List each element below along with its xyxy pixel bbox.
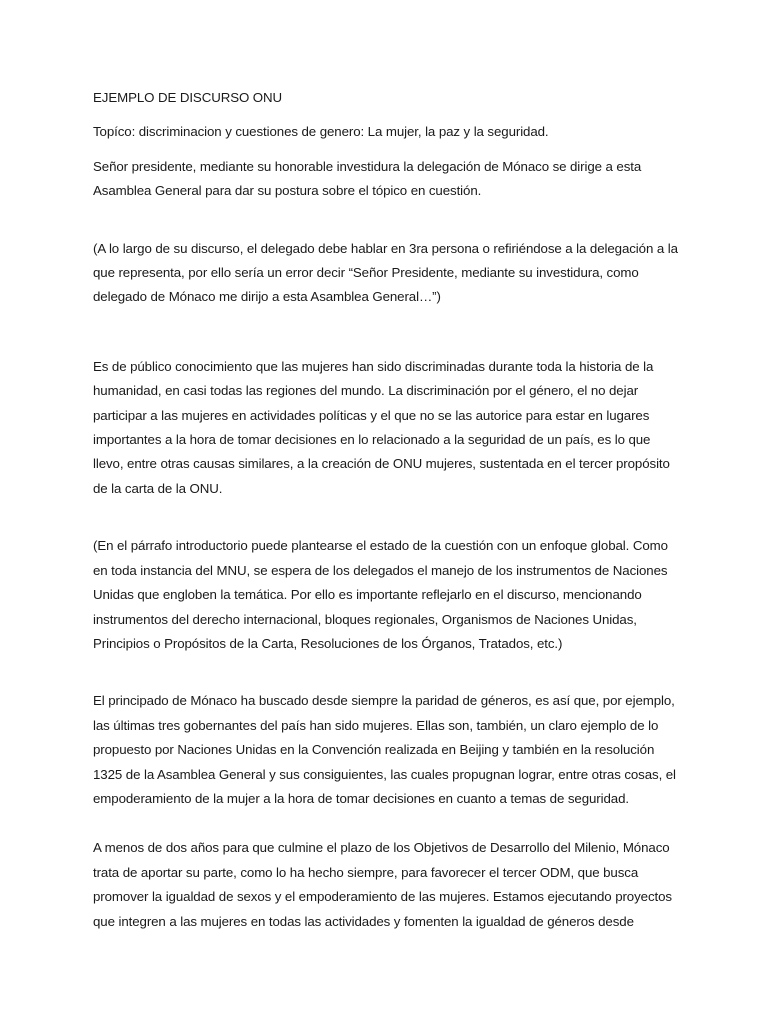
paragraph-line: importantes a la hora de tomar decisiones en lo relacionado a la seguridad de un país, es lo que	[93, 432, 651, 448]
document-title: EJEMPLO DE DISCURSO ONU	[93, 90, 283, 105]
paragraph-line: que integren a las mujeres en todas las actividades y fomenten la igualdad de géneros desde	[93, 913, 634, 929]
paragraph-line: Principios o Propósitos de la Carta, Resoluciones de los Órganos, Tratados, etc.)	[93, 635, 563, 651]
paragraph-line: llevo, entre otras causas similares, a la creación de ONU mujeres, sustentada en el tercer propósito	[93, 456, 670, 472]
paragraph-line: empoderamiento de la mujer a la hora de tomar decisiones en cuanto a temas de seguridad.	[93, 790, 629, 806]
paragraph-line: las últimas tres gobernantes del país han sido mujeres. Ellas son, también, un claro ejemplo de lo	[93, 717, 659, 733]
paragraph-line: A menos de dos años para que culmine el plazo de los Objetivos de Desarrollo del Milenio, Mónaco	[93, 840, 670, 856]
paragraph-line: Unidas que engloben la temática. Por ello es importante reflejarlo en el discurso, mencionando	[93, 587, 642, 603]
paragraph-monaco-parity	[93, 689, 678, 811]
paragraph-millennium-goals	[93, 836, 678, 934]
paragraph-line: trata de aportar su parte, como lo ha hecho siempre, para favorecer el tercer ODM, que busca	[93, 864, 639, 880]
paragraph-intro	[93, 155, 678, 204]
paragraph-line: (En el párrafo introductorio puede plantearse el estado de la cuestión con un enfoque global. Como	[93, 538, 668, 554]
paragraph-line: de la carta de la ONU.	[93, 480, 223, 496]
paragraph-line: El principado de Mónaco ha buscado desde siempre la paridad de géneros, es así que, por ejemplo,	[93, 693, 675, 709]
paragraph-line: participar a las mujeres en actividades políticas y el que no se las autorice para estar en lugares	[93, 407, 650, 423]
paragraph-line: 1325 de la Asamblea General y sus consiguientes, las cuales propugnan lograr, entre otras cosas, el	[93, 766, 676, 782]
paragraph-line: delegado de Mónaco me dirijo a esta Asamblea General…”)	[93, 289, 441, 305]
paragraph-note-introductory	[93, 534, 678, 656]
document-topic: Topíco: discriminacion y cuestiones de genero: La mujer, la paz y la seguridad.	[93, 124, 549, 140]
document-body	[93, 86, 678, 934]
paragraph-discrimination	[93, 355, 678, 501]
paragraph-line: Asamblea General para dar su postura sobre el tópico en cuestión.	[93, 183, 482, 199]
paragraph-line: en toda instancia del MNU, se espera de los delegados el manejo de los instrumentos de Naciones	[93, 562, 668, 578]
paragraph-line: instrumentos del derecho internacional, bloques regionales, Organismos de Naciones Unidas,	[93, 611, 637, 627]
paragraph-line: Señor presidente, mediante su honorable investidura la delegación de Mónaco se dirige a esta	[93, 158, 642, 174]
paragraph-line: promover la igualdad de sexos y el empoderamiento de las mujeres. Estamos ejecutando proyectos	[93, 889, 672, 905]
paragraph-line: propuesto por Naciones Unidas en la Convención realizada en Beijing y también en la resolución	[93, 742, 655, 758]
paragraph-line: (A lo largo de su discurso, el delegado debe hablar en 3ra persona o refiriéndose a la delegación a la	[93, 240, 678, 256]
paragraph-note-third-person	[93, 237, 678, 310]
paragraph-line: que representa, por ello sería un error decir “Señor Presidente, mediante su investidura, como	[93, 265, 639, 281]
paragraph-line: Es de público conocimiento que las mujeres han sido discriminadas durante toda la historia de la	[93, 358, 654, 374]
paragraph-line: humanidad, en casi todas las regiones del mundo. La discriminación por el género, el no dejar	[93, 383, 639, 399]
